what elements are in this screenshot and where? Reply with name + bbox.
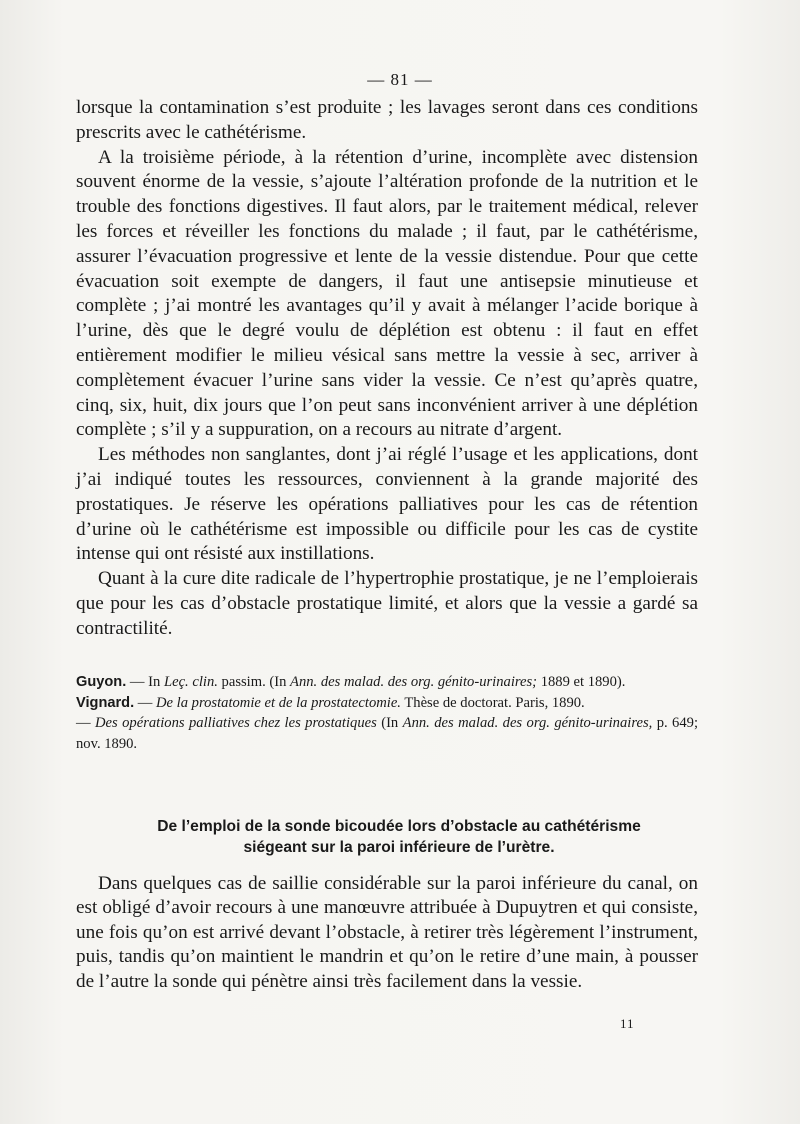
paragraph-1: lorsque la contamination s’est produite ; les lavages seront dans ces conditions prescrits avec le cathétérisme.	[76, 97, 698, 143]
reference-journal: Ann. des malad. des org. génito-urinaires;	[290, 674, 538, 690]
reference-text: passim. (In	[217, 674, 291, 690]
reference-text: — In	[126, 674, 164, 690]
reference-text: 1889 et 1890).	[537, 674, 626, 690]
paragraph-2: A la troisième période, à la rétention d’urine, incomplète avec distension souvent énorme de la vessie, s’ajoute l’altération profonde de la nutrition et le trouble des fonctions digestives. Il faut alors, par le traitement médical, relever les forces et réveiller les fonctions du malade ; il faut, par le cathétérisme, assurer l’évacuation progressive et lente de la vessie distendue. Pour que cette évacuation soit exempte de dangers, il faut une antisepsie minutieuse et complète ; j’ai montré les avantages qu’il y avait à mélanger l’acide borique à l’urine, dès que le degré voulu de déplétion est obtenu : il faut en effet entièrement modifier le milieu vésical sans mettre la vessie à sec, arriver à complètement évacuer l’urine sans vider la vessie. Ce n’est qu’après quatre, cinq, six, huit, dix jours que l’on peut sans inconvénient arriver à une déplétion complète ; s’il y a suppuration, on a recours au nitrate d’argent.	[76, 146, 698, 441]
section-body	[76, 872, 698, 994]
reference-journal: Ann. des malad. des org. génito-urinaires,	[402, 715, 653, 731]
reference-title: Des opérations palliatives chez les prostatiques	[95, 715, 377, 731]
reference-text: —	[134, 694, 157, 711]
reference-2	[76, 693, 698, 714]
reference-1	[76, 672, 698, 693]
reference-author: Guyon.	[76, 674, 127, 690]
paragraph-3: Les méthodes non sanglantes, dont j’ai réglé l’usage et les applications, dont j’ai indiqué toutes les ressources, conviennent à la grande majorité des prostatiques. Je réserve les opérations palliatives pour les cas de rétention d’urine où le cathétérisme est impossible ou difficile pour les cas de cystite intense qui ont résisté aux instillations.	[76, 444, 698, 565]
references	[76, 672, 698, 754]
section-paragraph-1: Dans quelques cas de saillie considérable sur la paroi inférieure du canal, on est obligé d’avoir recours à une manœuvre attribuée à Dupuytren et qui consiste, une fois qu’on est arrivé devant l’obstacle, à retirer très légèrement l’instrument, puis, tandis qu’on maintient le mandrin et qu’on le retire d’une main, à pousser de l’autre la sonde qui pénètre ainsi très facilement dans la vessie.	[76, 873, 698, 992]
section-heading-line-1: De l’emploi de la sonde bicoudée lors d’obstacle au cathétérisme	[157, 818, 641, 835]
page-number: — 81 —	[367, 70, 433, 89]
section-heading-line-2: siégeant sur la paroi inférieure de l’urètre.	[243, 839, 555, 856]
section-heading	[76, 816, 722, 858]
signature-mark: 11	[620, 1016, 635, 1031]
reference-author: Vignard.	[76, 694, 135, 711]
reference-text: —	[76, 715, 96, 731]
reference-text: Thèse de doctorat. Paris, 1890.	[400, 694, 585, 711]
reference-title: Leç. clin.	[163, 674, 218, 690]
reference-text: (In	[376, 715, 403, 731]
reference-title: De la prostatomie et de la prostatectomie.	[156, 694, 401, 711]
reference-3	[76, 713, 698, 754]
paragraph-4: Quant à la cure dite radicale de l’hypertrophie prostatique, je ne l’emploierais que pour les cas d’obstacle prostatique limité, et alors que la vessie a gardé sa contractilité.	[76, 568, 698, 639]
reference-text: p. 649; nov. 1890.	[76, 715, 699, 752]
body-text	[76, 96, 698, 642]
